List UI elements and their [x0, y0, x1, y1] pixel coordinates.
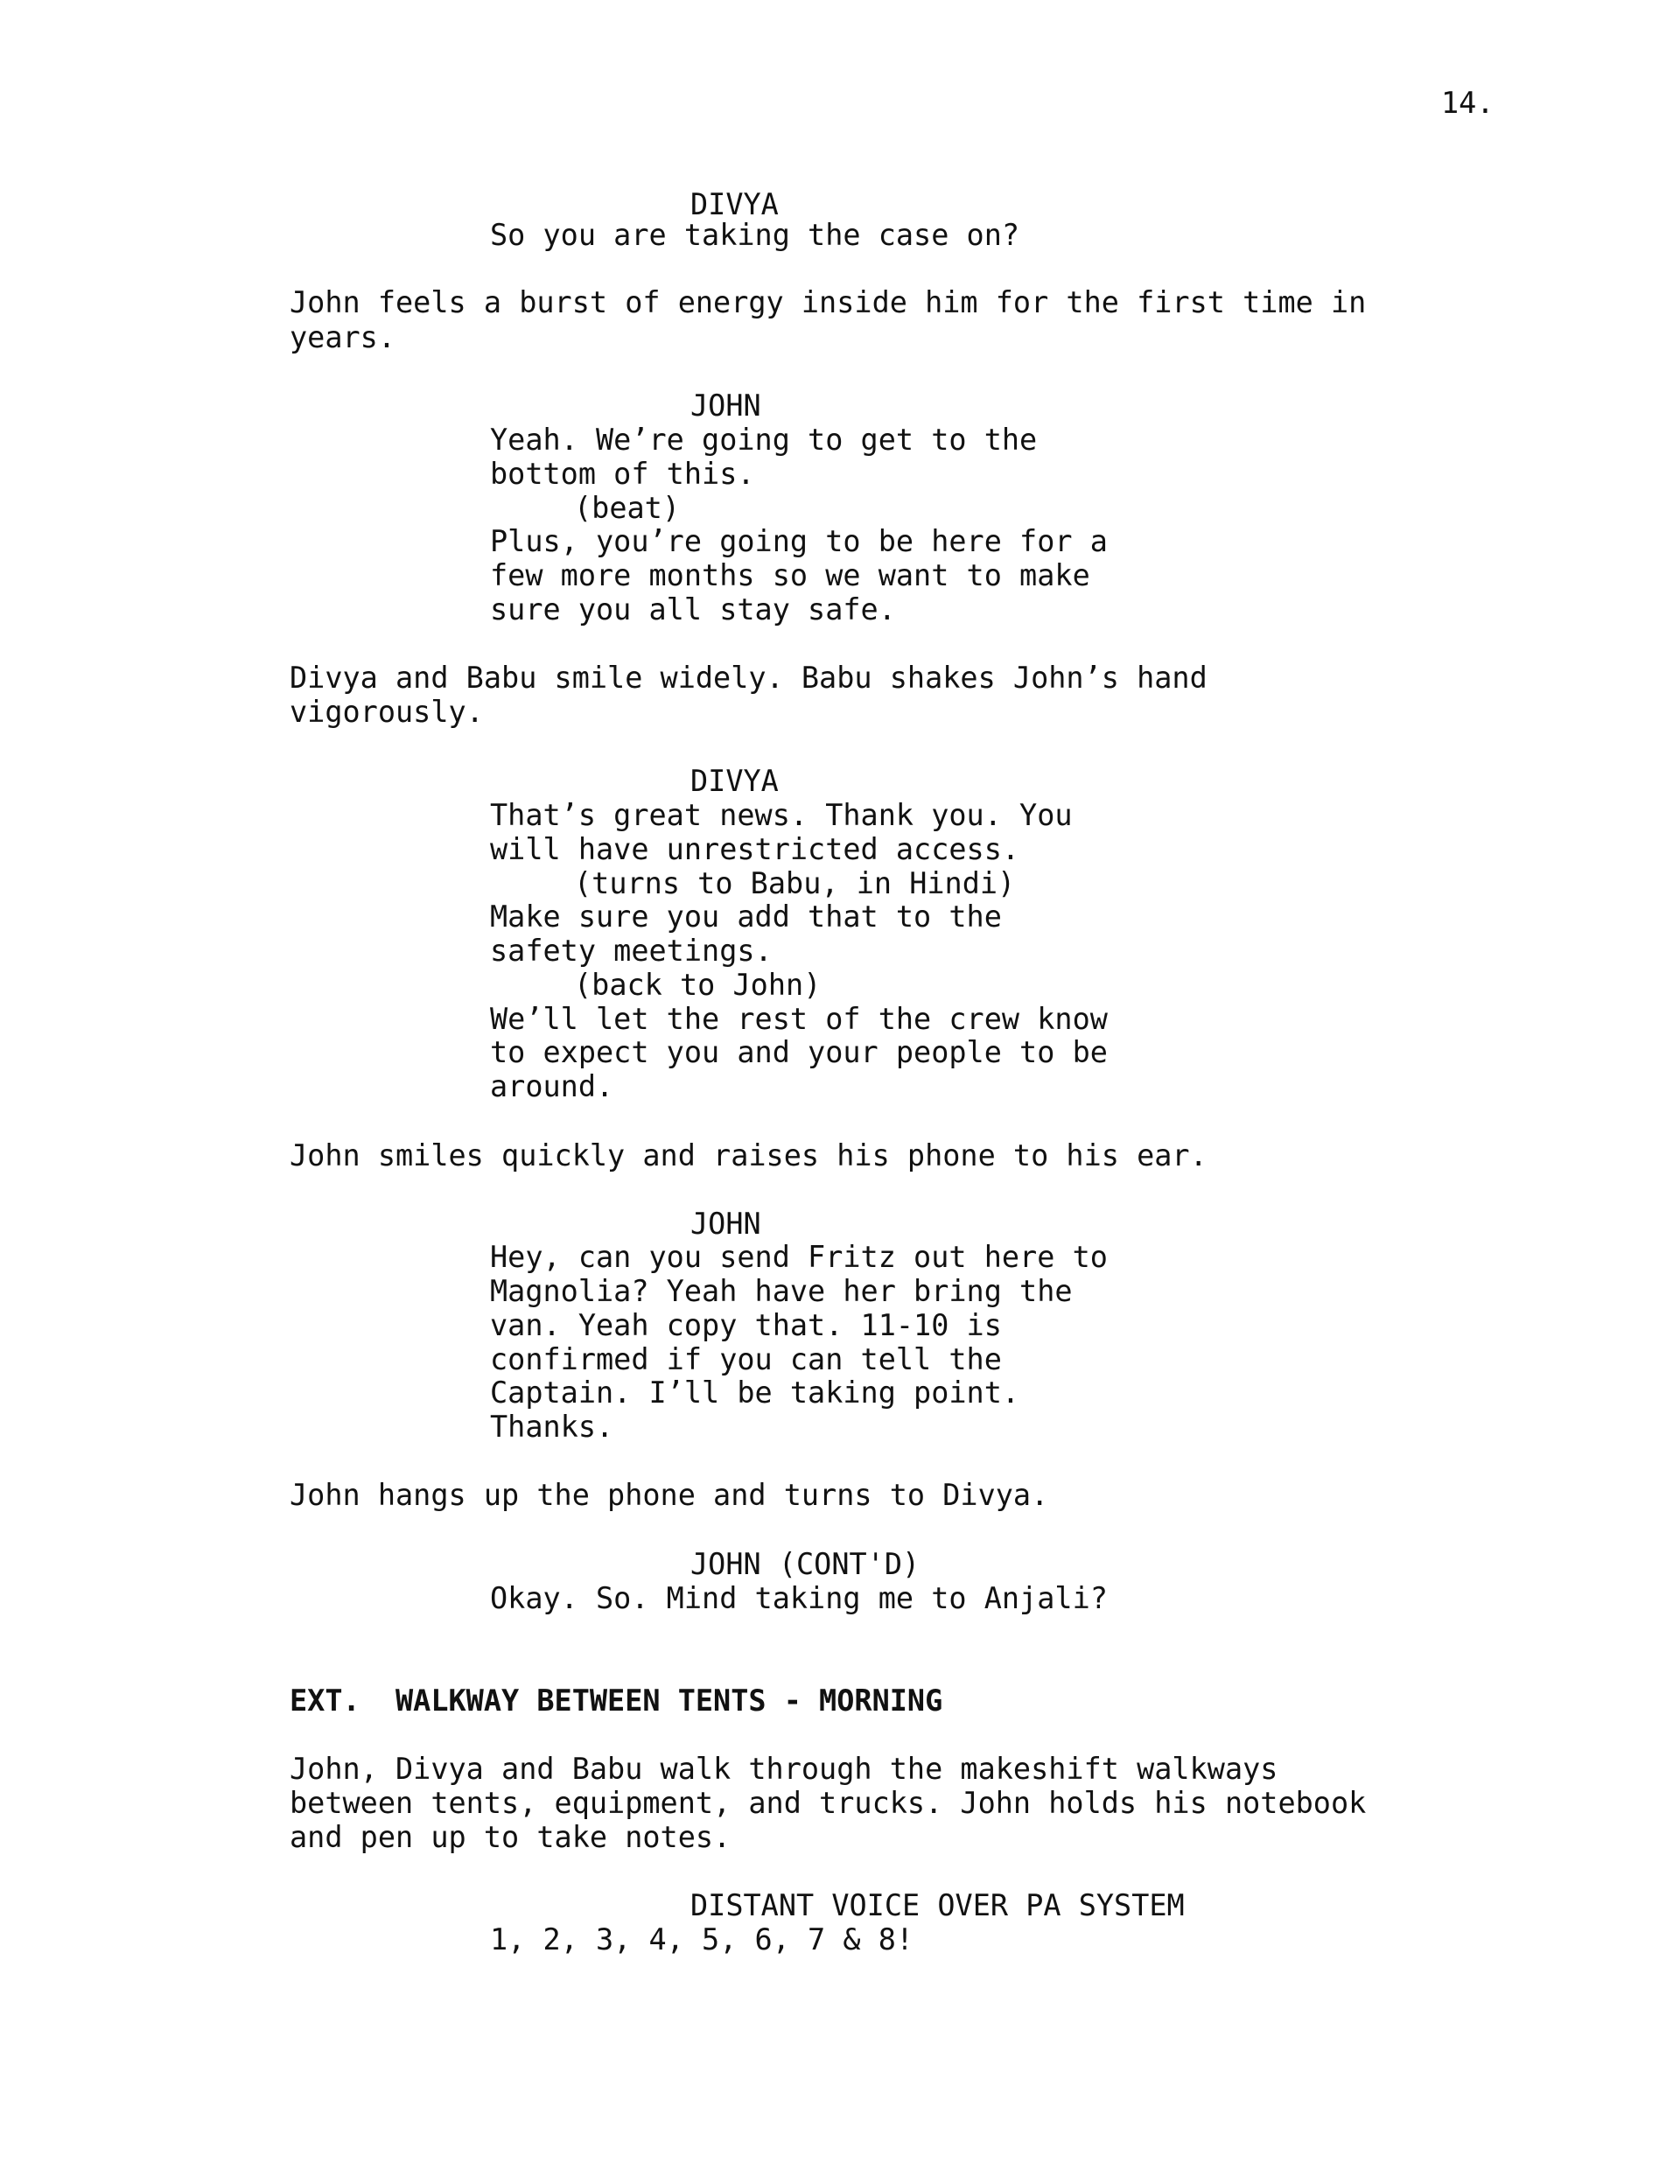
- dialogue-line: Captain. I’ll be taking point.: [490, 1376, 1020, 1410]
- dialogue-line: So you are taking the case on?: [490, 218, 1020, 252]
- parenthetical: (back to John): [574, 968, 822, 1002]
- dialogue-line: van. Yeah copy that. 11-10 is: [490, 1308, 1002, 1342]
- dialogue-line: Okay. So. Mind taking me to Anjali?: [490, 1581, 1108, 1615]
- dialogue-line: That’s great news. Thank you. You: [490, 798, 1073, 832]
- character-cue: DISTANT VOICE OVER PA SYSTEM: [690, 1888, 1185, 1922]
- action-line: and pen up to take notes.: [290, 1820, 732, 1854]
- action-line: vigorously.: [290, 695, 484, 729]
- dialogue-line: bottom of this.: [490, 457, 755, 491]
- dialogue-line: confirmed if you can tell the: [490, 1342, 1002, 1376]
- dialogue-line: sure you all stay safe.: [490, 592, 896, 626]
- dialogue-line: We’ll let the rest of the crew know: [490, 1002, 1108, 1036]
- page-number: 14.: [1441, 86, 1494, 120]
- parenthetical: (turns to Babu, in Hindi): [574, 866, 1016, 900]
- dialogue-line: around.: [490, 1069, 614, 1103]
- scene-heading: EXT. WALKWAY BETWEEN TENTS - MORNING: [290, 1684, 943, 1718]
- action-line: John hangs up the phone and turns to Divya.: [290, 1478, 1049, 1512]
- dialogue-line: Make sure you add that to the: [490, 900, 1002, 934]
- dialogue-line: safety meetings.: [490, 934, 773, 968]
- character-cue: JOHN (CONT'D): [690, 1547, 920, 1581]
- dialogue-line: 1, 2, 3, 4, 5, 6, 7 & 8!: [490, 1922, 914, 1956]
- character-cue: JOHN: [690, 388, 761, 423]
- character-cue: DIVYA: [690, 187, 779, 221]
- character-cue: DIVYA: [690, 764, 779, 798]
- dialogue-line: will have unrestricted access.: [490, 832, 1020, 866]
- dialogue-line: Yeah. We’re going to get to the: [490, 423, 1038, 457]
- dialogue-line: Plus, you’re going to be here for a: [490, 524, 1108, 558]
- dialogue-line: to expect you and your people to be: [490, 1035, 1108, 1069]
- action-line: Divya and Babu smile widely. Babu shakes John’s hand: [290, 661, 1208, 695]
- action-line: John smiles quickly and raises his phone to his ear.: [290, 1138, 1208, 1172]
- dialogue-line: Magnolia? Yeah have her bring the: [490, 1274, 1073, 1308]
- character-cue: JOHN: [690, 1207, 761, 1241]
- action-line: between tents, equipment, and trucks. John holds his notebook: [290, 1786, 1367, 1820]
- dialogue-line: Thanks.: [490, 1410, 614, 1444]
- action-line: years.: [290, 320, 396, 354]
- dialogue-line: Hey, can you send Fritz out here to: [490, 1240, 1108, 1274]
- parenthetical: (beat): [574, 491, 681, 525]
- dialogue-line: few more months so we want to make: [490, 558, 1090, 592]
- action-line: John feels a burst of energy inside him for the first time in: [290, 285, 1367, 319]
- action-line: John, Divya and Babu walk through the makeshift walkways: [290, 1752, 1278, 1786]
